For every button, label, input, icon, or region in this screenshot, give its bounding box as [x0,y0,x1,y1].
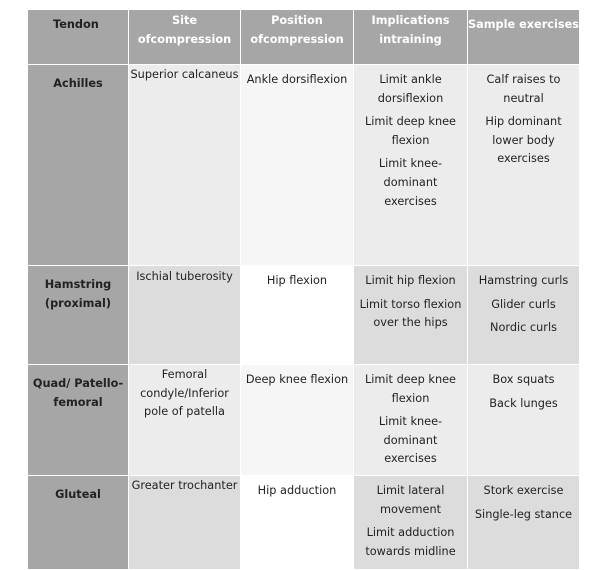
tendon-compression-table [27,9,580,570]
exercises-cell: Stork exercise Single-leg stance [468,476,580,570]
implications-cell: Limit deep knee flexion Limit knee- dominant exercises [354,365,468,476]
position-cell: Deep knee flexion [241,365,354,476]
tendon-cell: Hamstring (proximal) [28,266,129,365]
site-cell: Superior calcaneus [129,65,241,266]
exercises-cell: Hamstring curls Glider curls Nordic curls [468,266,580,365]
header-implications: Implications intraining [354,10,468,65]
implications-cell: Limit lateral movement Limit adduction towards midline [354,476,468,570]
position-cell: Hip adduction [241,476,354,570]
table-row-hamstring [28,266,580,365]
exercises-cell: Box squats Back lunges [468,365,580,476]
position-cell: Ankle dorsiflexion [241,65,354,266]
header-tendon: Tendon [28,10,129,65]
header-exercises: Sample exercises [468,10,580,65]
header-position: Position ofcompression [241,10,354,65]
table-row-quad-patellofemoral [28,365,580,476]
position-cell: Hip flexion [241,266,354,365]
tendon-cell: Achilles [28,65,129,266]
site-cell: Femoral condyle/Inferior pole of patella [129,365,241,476]
tendon-cell: Quad/ Patello- femoral [28,365,129,476]
table-row-achilles [28,65,580,266]
implications-cell: Limit ankle dorsiflexion Limit deep knee flexion Limit knee- dominant exercises [354,65,468,266]
header-site: Site ofcompression [129,10,241,65]
site-cell: Ischial tuberosity [129,266,241,365]
exercises-cell: Calf raises to neutral Hip dominant lower body exercises [468,65,580,266]
header-row [28,10,580,65]
implications-cell: Limit hip flexion Limit torso flexion over the hips [354,266,468,365]
site-cell: Greater trochanter [129,476,241,570]
tendon-cell: Gluteal [28,476,129,570]
table-row-gluteal [28,476,580,570]
